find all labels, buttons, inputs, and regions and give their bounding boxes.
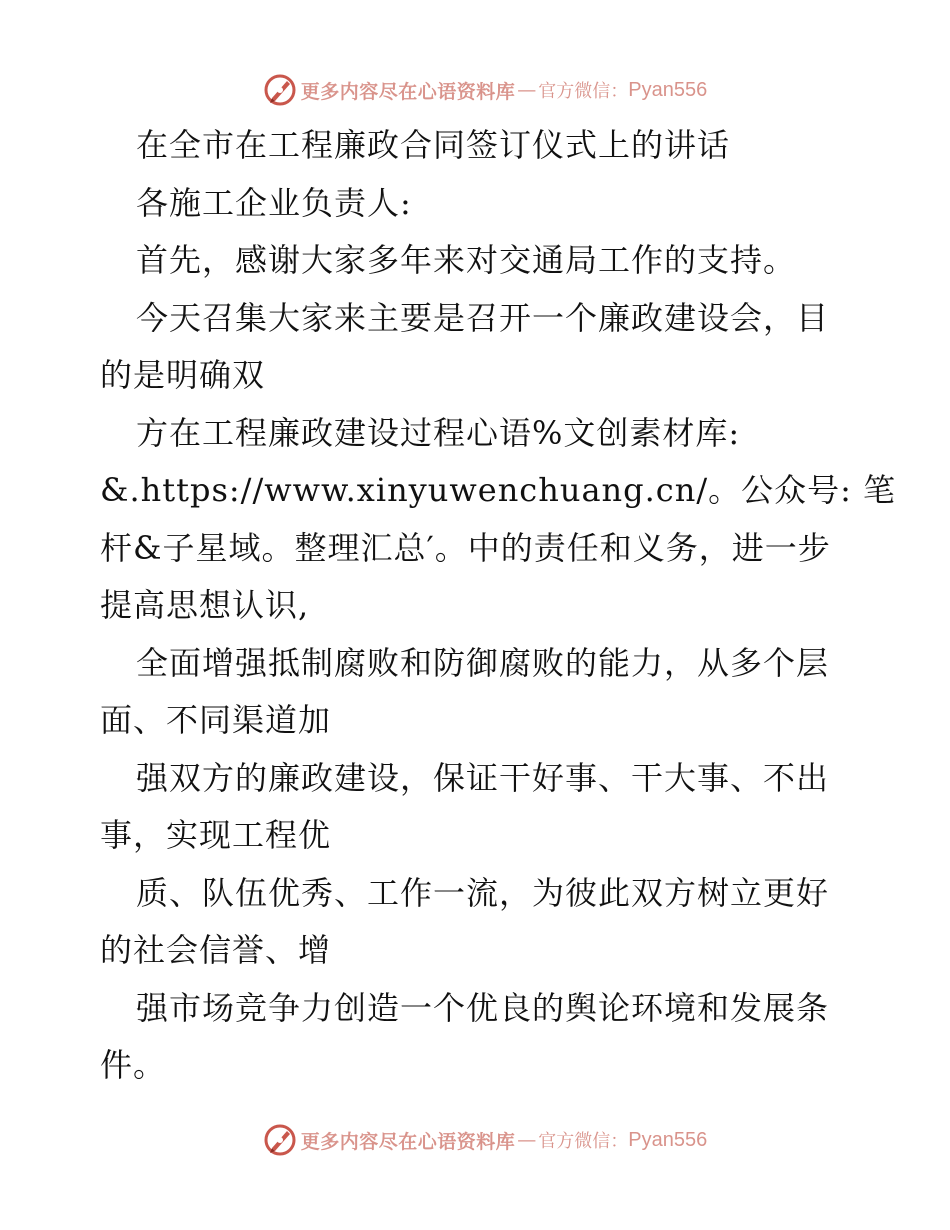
paragraph-line: 件。 — [100, 1046, 167, 1084]
salutation: 各施工企业负责人: — [136, 183, 412, 222]
paragraph-line: 方在工程廉政建设过程心语%文创素材库: — [136, 413, 741, 452]
watermark-dash: — — [517, 79, 537, 101]
watermark-wechat-label: 官方微信： — [538, 81, 629, 102]
paragraph-line: 质、队伍优秀、工作一流，为彼此双方树立更好 — [136, 873, 830, 912]
paragraph-line: 杆&子星域。整理汇总′。中的责任和义务，进一步 — [100, 528, 831, 567]
paragraph-line: 面、不同渠道加 — [100, 701, 332, 739]
watermark-wechat-id: Pyan556 — [628, 1128, 708, 1151]
paragraph-line: 的社会信誉、增 — [100, 931, 332, 969]
footer-watermark-banner — [0, 1120, 950, 1160]
paragraph-line: &.https://www.xinyuwenchuang.cn/。公众号: 笔 — [100, 471, 897, 509]
document-body — [100, 117, 897, 1095]
watermark-main-text: 更多内容尽在心语资料库 — [300, 80, 516, 103]
watermark-wechat-label: 官方微信： — [538, 1131, 629, 1152]
paragraph-line: 强市场竞争力创造一个优良的舆论环境和发展条 — [136, 988, 830, 1027]
watermark-main-text: 更多内容尽在心语资料库 — [300, 1130, 516, 1153]
paragraph-line: 今天召集大家来主要是召开一个廉政建设会，目 — [136, 298, 830, 337]
watermark-wechat-id: Pyan556 — [628, 78, 708, 101]
header-watermark-banner — [0, 70, 950, 110]
pen-logo-icon — [263, 73, 297, 107]
paragraph-line: 的是明确双 — [100, 356, 266, 394]
watermark-dash: — — [517, 1129, 537, 1151]
paragraph-line: 事，实现工程优 — [100, 816, 332, 854]
paragraph-line: 强双方的廉政建设，保证干好事、干大事、不出 — [136, 758, 830, 797]
paragraph-line: 提高思想认识, — [100, 586, 310, 624]
pen-logo-icon — [263, 1123, 297, 1157]
document-title: 在全市在工程廉政合同签订仪式上的讲话 — [136, 126, 731, 164]
paragraph-line: 首先，感谢大家多年来对交通局工作的支持。 — [136, 241, 797, 279]
paragraph-line: 全面增强抵制腐败和防御腐败的能力，从多个层 — [136, 643, 830, 682]
